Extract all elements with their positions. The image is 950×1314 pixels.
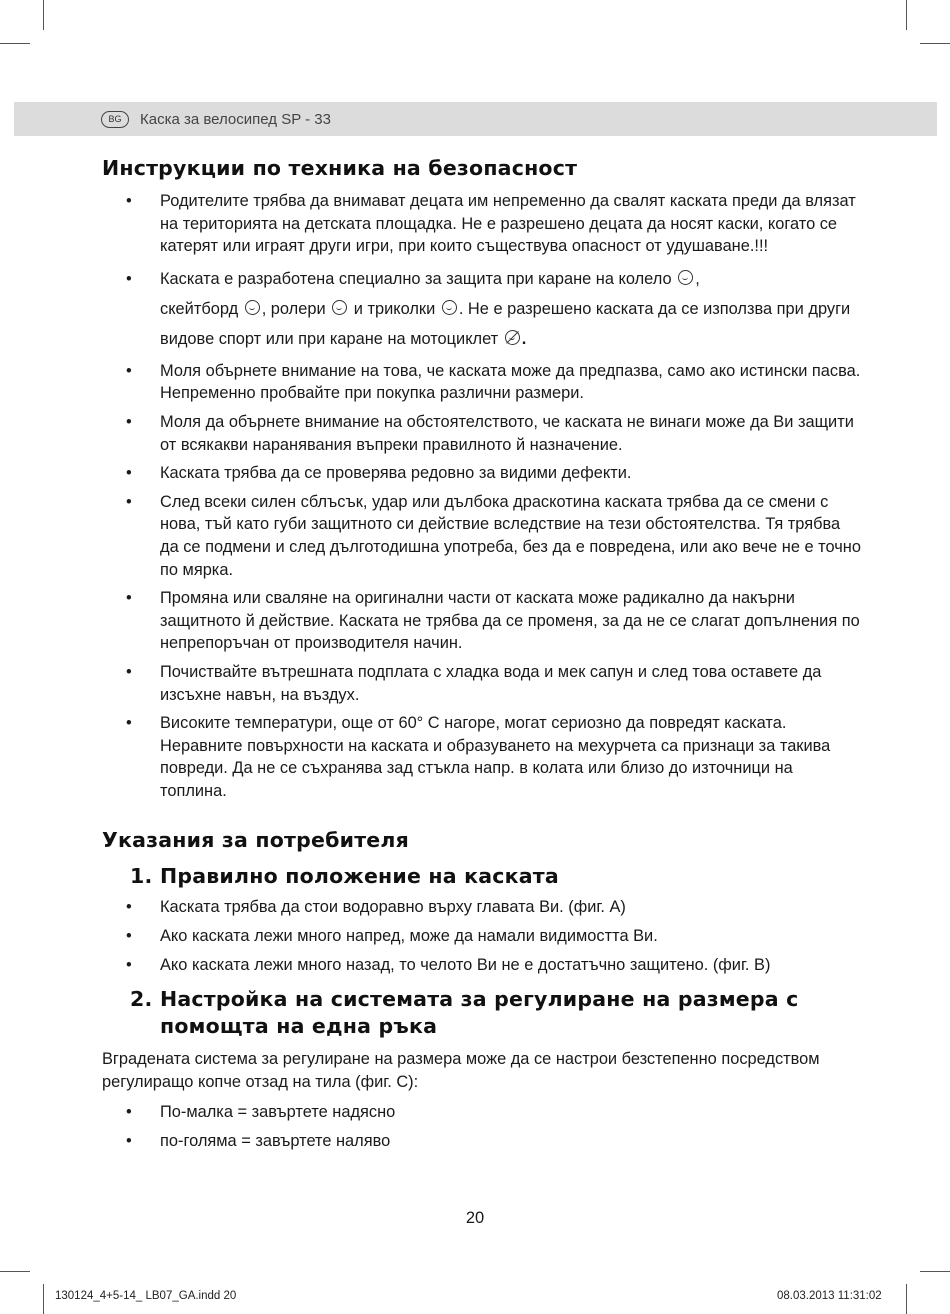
crop-mark [920,43,950,44]
list-item: • Моля да обърнете внимание на обстоятелството, че каската не винаги може да Ви защити от всякакви наранявания въпреки правилното й назначение. [102,411,862,456]
section-title-safety: Инструкции по техника на безопасност [102,156,578,180]
crop-mark [920,1271,950,1272]
sports-text-2: , [695,269,700,288]
subsection-number: 1. [130,864,153,889]
list-item: • Каската трябва да стои водоравно върху главата Ви. (фиг. A) [102,896,862,919]
subsection-title-position [130,864,862,888]
sports-text-3: скейтборд [160,299,239,318]
list-item: • Каската трябва да се проверява редовно за видими дефекти. [102,462,862,485]
sports-text-7: . [521,329,527,348]
page-number: 20 [465,1209,485,1227]
footer-file-info: 130124_4+5-14_ LB07_GA.indd 20 [55,1290,237,1302]
list-item: • Ако каската лежи много назад, то челото Ви не е достатъчно защитено. (фиг. B) [102,954,862,977]
list-item: • След всеки силен сблъсък, удар или дълбока драскотина каската трябва да се смени с нова, тъй като губи защитното си действие вследствие на тези обстоятелства. Тя трябва да се подмени и след дълготодишна употреба, без да е повредена, или ако вече не е точно по мярка. [102,491,862,581]
sports-text-1: Каската е разработена специално за защита при каране на колело [160,269,672,288]
list-item: • Моля обърнете внимание на това, че каската може да предпазва, само ако истински пасва. Непременно пробвайте при покупка различни размери. [102,360,862,405]
tricycle-icon [442,300,457,315]
subsection-title-text: Настройка на системата за регулиране на размера с помощта на една ръка [160,987,799,1039]
footer-timestamp: 08.03.2013 11:31:02 [777,1290,882,1302]
list-item: • Високите температури, още от 60° С нагоре, могат сериозно да повредят каската. Неравните повърхности на каската и образуването на мехурчета са признаци за такива повреди. Да не се съхранява зад стъкла напр. в колата или близо до източници на топлина. [102,712,862,802]
list-item: • Родителите трябва да внимават децата им непременно да свалят каската преди да влязат на територията на детската площадка. Не е разрешено децата да носят каски, когато се катерят или играят други игри, при които съществува опасност от удушаване.!!! [102,190,862,258]
list-item-sports [102,264,862,354]
crop-mark [906,0,907,30]
list-item: • Ако каската лежи много напред, може да намали видимостта Ви. [102,925,862,948]
crop-mark [0,43,30,44]
list-item: • Промяна или сваляне на оригинални части от каската може радикално да накърни защитното й действие. Каската не трябва да се променя, за да не се слагат допълнения по непрепоръчан от производителя начин. [102,587,862,655]
list-item: • Почиствайте вътрешната подплата с хладка вода и мек сапун и след това оставете да изсъхне навън, на въздух. [102,661,862,706]
subsection-title-text: Правилно положение на каската [160,864,559,889]
rollerskate-icon [332,300,347,315]
sports-text-4: , ролери [261,299,326,318]
crop-mark [43,1284,44,1314]
sports-text-5: и триколки [353,299,436,318]
page-content [102,150,862,1159]
adjust-list [102,1101,862,1152]
adjust-paragraph: Вградената система за регулиране на размера може да се настрои безстепенно посредством регулиращо копче отзад на тила (фиг. C): [102,1050,820,1091]
bicycle-icon [678,270,693,285]
sports-text-6: . Не е разрешено каската да се използва при други видове спорт или при каране на мотоциклет [160,299,851,348]
no-motorcycle-icon [505,330,520,345]
safety-list [102,190,862,802]
list-item: • По-малка = завъртете надясно [102,1101,862,1124]
header-title: Каска за велосипед SP - 33 [140,111,331,128]
subsection-title-adjust [130,986,862,1040]
language-badge: BG [101,111,129,128]
section-title-user: Указания за потребителя [102,828,409,853]
crop-mark [43,0,44,30]
skateboard-icon [245,300,260,315]
crop-mark [0,1271,30,1272]
position-list [102,896,862,976]
subsection-number: 2. [130,987,153,1012]
list-item: • по-голяма = завъртете наляво [102,1130,862,1153]
crop-mark [906,1284,907,1314]
